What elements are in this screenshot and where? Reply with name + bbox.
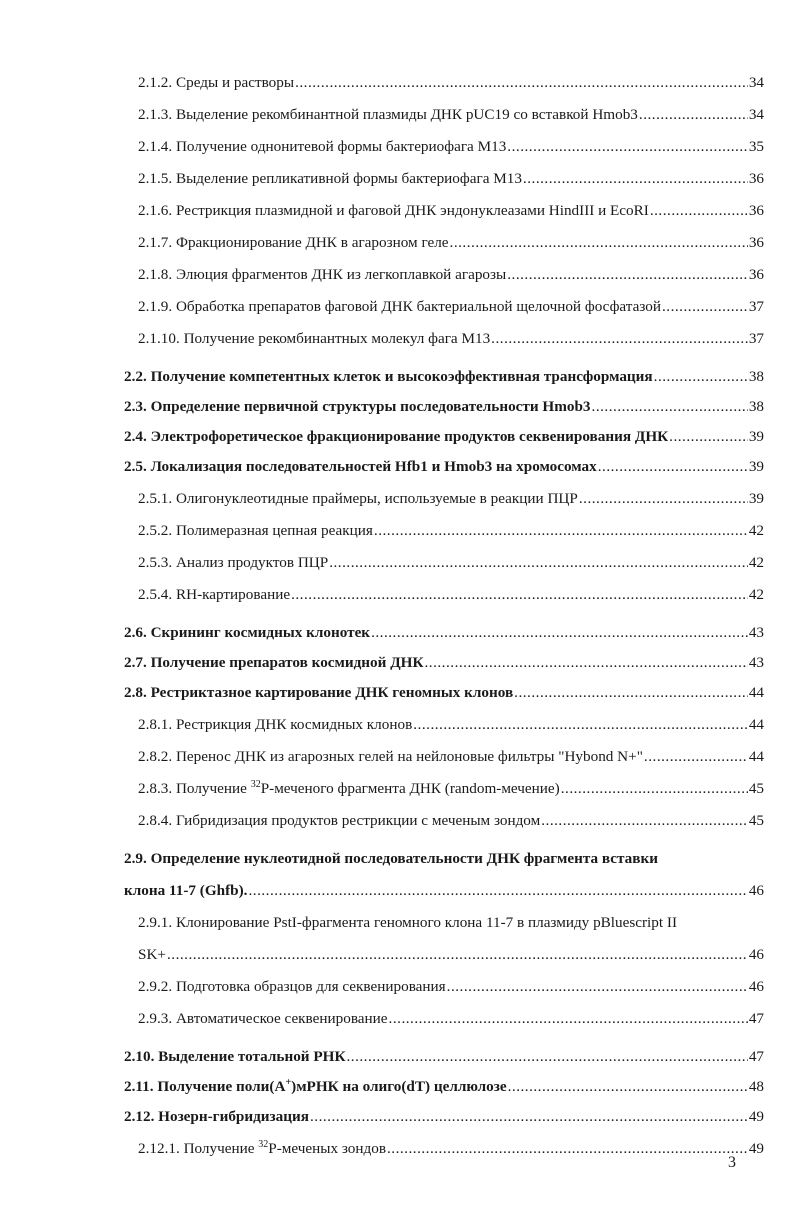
toc-entry	[138, 136, 764, 158]
leader-dots	[346, 1046, 747, 1068]
toc-entry	[138, 714, 764, 736]
toc-entry-page: 42	[748, 522, 764, 539]
toc-entry	[124, 456, 764, 478]
toc-entry	[138, 520, 764, 542]
toc-entry-title: 2.9.2. Подготовка образцов для секвенирования	[138, 978, 446, 995]
toc-entry-title: 2.9. Определение нуклеотидной последовательности ДНК фрагмента вставки	[124, 850, 658, 867]
toc-entry-title: клона 11-7 (Ghfb).	[124, 882, 248, 899]
toc-entry-page: 49	[748, 1108, 764, 1125]
toc-entry-title: 2.12.1. Получение $^{32}$P-меченых зондов	[138, 1138, 386, 1157]
toc-entry	[124, 622, 764, 644]
toc-entry-page: 39	[748, 428, 764, 445]
toc-entry-page: 46	[748, 882, 764, 899]
leader-dots	[644, 746, 748, 768]
toc-entry-title: 2.8. Рестриктазное картирование ДНК геномных клонов	[124, 684, 514, 701]
leader-dots	[598, 456, 748, 478]
toc-entry-page: 49	[748, 1140, 764, 1157]
toc-entry	[138, 232, 764, 254]
toc-entry-title: 2.8.4. Гибридизация продуктов рестрикции с меченым зондом	[138, 812, 541, 829]
leader-dots	[450, 232, 748, 254]
toc-entry-continuation	[124, 880, 764, 902]
toc-entry-page: 44	[748, 716, 764, 733]
leader-dots	[561, 778, 748, 800]
toc-entry-title: 2.5.3. Анализ продуктов ПЦР	[138, 554, 329, 571]
toc-entry-page: 37	[748, 330, 764, 347]
toc-entry-title: 2.1.2. Среды и растворы	[138, 74, 295, 91]
toc-entry-title: 2.1.5. Выделение репликативной формы бактериофага M13	[138, 170, 522, 187]
toc-entry-title: 2.1.6. Рестрикция плазмидной и фаговой ДНК эндонуклеазами HindIII и EcoRI	[138, 202, 649, 219]
toc-entry-title: 2.10. Выделение тотальной РНК	[124, 1048, 346, 1065]
toc-entry-page: 39	[748, 458, 764, 475]
toc-entry-title: 2.7. Получение препаратов космидной ДНК	[124, 654, 424, 671]
toc-entry	[124, 652, 764, 674]
toc-entry-page: 47	[748, 1010, 764, 1027]
leader-dots	[389, 1008, 748, 1030]
toc-entry-title: 2.8.2. Перенос ДНК из агарозных гелей на нейлоновые фильтры "Hybond N+"	[138, 748, 643, 765]
toc-entry-page: 45	[748, 780, 764, 797]
toc-entry-page: 38	[748, 398, 764, 415]
toc-entry	[124, 366, 764, 388]
leader-dots	[654, 366, 748, 388]
toc-entry-page: 36	[748, 170, 764, 187]
toc-entry	[138, 72, 764, 94]
leader-dots	[295, 72, 748, 94]
toc-entry-title: 2.1.10. Получение рекомбинантных молекул фага M13	[138, 330, 491, 347]
leader-dots	[329, 552, 748, 574]
toc-entry-title: 2.1.4. Получение однонитевой формы бактериофага M13	[138, 138, 507, 155]
toc-entry-title: 2.9.3. Автоматическое секвенирование	[138, 1010, 388, 1027]
leader-dots	[662, 296, 748, 318]
toc-entry	[138, 296, 764, 318]
leader-dots	[413, 714, 748, 736]
leader-dots	[507, 264, 748, 286]
toc-entry-page: 35	[748, 138, 764, 155]
toc-entry-title: 2.2. Получение компетентных клеток и высокоэффективная трансформация	[124, 368, 653, 385]
toc-entry-title: SK+	[138, 946, 166, 963]
leader-dots	[592, 396, 748, 418]
page-number: 3	[728, 1154, 736, 1171]
toc-entry-title: 2.1.3. Выделение рекомбинантной плазмиды ДНК pUC19 со вставкой Hmob3	[138, 106, 638, 123]
leader-dots	[650, 200, 748, 222]
toc-entry-page: 39	[748, 490, 764, 507]
toc-entry	[138, 746, 764, 768]
toc-entry-page: 37	[748, 298, 764, 315]
leader-dots	[639, 104, 748, 126]
toc-entry	[138, 552, 764, 574]
toc-entry-title: 2.12. Нозерн-гибридизация	[124, 1108, 309, 1125]
toc-entry	[138, 778, 764, 800]
leader-dots	[371, 622, 748, 644]
leader-dots	[374, 520, 748, 542]
toc-entry	[124, 682, 764, 704]
leader-dots	[291, 584, 748, 606]
toc-entry	[138, 1138, 764, 1160]
toc-entry-page: 46	[748, 978, 764, 995]
toc-entry-page: 42	[748, 554, 764, 571]
toc-entry	[138, 168, 764, 190]
leader-dots	[447, 976, 748, 998]
toc-entry	[138, 328, 764, 350]
toc-entry-page: 43	[748, 624, 764, 641]
toc-entry-title: 2.1.7. Фракционирование ДНК в агарозном геле	[138, 234, 449, 251]
toc-entry-title: 2.4. Электрофоретическое фракционирование продуктов секвенирования ДНК	[124, 428, 669, 445]
toc-entry-page: 38	[748, 368, 764, 385]
leader-dots	[541, 810, 748, 832]
leader-dots	[523, 168, 748, 190]
toc-entry-page: 45	[748, 812, 764, 829]
toc-entry-title: 2.9.1. Клонирование PstI-фрагмента геномного клона 11-7 в плазмиду pBluescript II	[138, 914, 678, 931]
toc-entry-page: 43	[748, 654, 764, 671]
toc-entry-page: 36	[748, 266, 764, 283]
toc-entry	[124, 1076, 764, 1098]
toc-entry-page: 44	[748, 684, 764, 701]
toc-entry-title: 2.5. Локализация последовательностей Hfb1 и Hmob3 на хромосомах	[124, 458, 597, 475]
toc-entry-page: 36	[748, 202, 764, 219]
toc-entry-title: 2.5.1. Олигонуклеотидные праймеры, используемые в реакции ПЦР	[138, 490, 578, 507]
toc-entry-page: 42	[748, 586, 764, 603]
toc-entry-title: 2.11. Получение поли(А+)мРНК на олиго(dT) целлюлозе	[124, 1076, 507, 1095]
toc-entry-title: 2.5.2. Полимеразная цепная реакция	[138, 522, 373, 539]
toc-entry	[124, 1106, 764, 1128]
toc-entry-title: 2.8.1. Рестрикция ДНК космидных клонов	[138, 716, 413, 733]
toc-entry	[124, 848, 700, 870]
toc-entry-page: 46	[748, 946, 764, 963]
toc-entry-title: 2.3. Определение первичной структуры последовательности Hmob3	[124, 398, 591, 415]
toc-entry	[138, 810, 764, 832]
toc-entry	[138, 1008, 764, 1030]
leader-dots	[507, 136, 748, 158]
leader-dots	[167, 944, 748, 966]
leader-dots	[248, 880, 747, 902]
toc-entry	[124, 426, 764, 448]
toc-entry	[138, 488, 764, 510]
leader-dots	[491, 328, 748, 350]
toc-entry-page: 48	[748, 1078, 764, 1095]
toc-entry	[124, 1046, 764, 1068]
toc-entry	[138, 584, 764, 606]
toc-entry-page: 44	[748, 748, 764, 765]
leader-dots	[514, 682, 748, 704]
toc-entry	[138, 264, 764, 286]
toc-entry	[138, 912, 700, 934]
leader-dots	[387, 1138, 748, 1160]
leader-dots	[508, 1076, 748, 1098]
toc-entry	[138, 104, 764, 126]
toc-entry	[138, 200, 764, 222]
toc-entry-title: 2.8.3. Получение $^{32}$P-меченого фрагмента ДНК (random-мечение)	[138, 778, 560, 797]
toc-entry-title: 2.1.8. Элюция фрагментов ДНК из легкоплавкой агарозы	[138, 266, 507, 283]
toc-entry-title: 2.1.9. Обработка препаратов фаговой ДНК бактериальной щелочной фосфатазой	[138, 298, 661, 315]
leader-dots	[669, 426, 748, 448]
toc-entry-page: 34	[748, 74, 764, 91]
leader-dots	[310, 1106, 748, 1128]
toc-entry	[138, 976, 764, 998]
leader-dots	[424, 652, 747, 674]
toc-entry-page: 47	[748, 1048, 764, 1065]
leader-dots	[579, 488, 748, 510]
toc-entry-title: 2.5.4. RH-картирование	[138, 586, 291, 603]
toc-entry-title: 2.6. Скрининг космидных клонотек	[124, 624, 371, 641]
toc-entry	[124, 396, 764, 418]
toc-entry-continuation	[138, 944, 764, 966]
toc-entry-page: 34	[748, 106, 764, 123]
toc-entry-page: 36	[748, 234, 764, 251]
